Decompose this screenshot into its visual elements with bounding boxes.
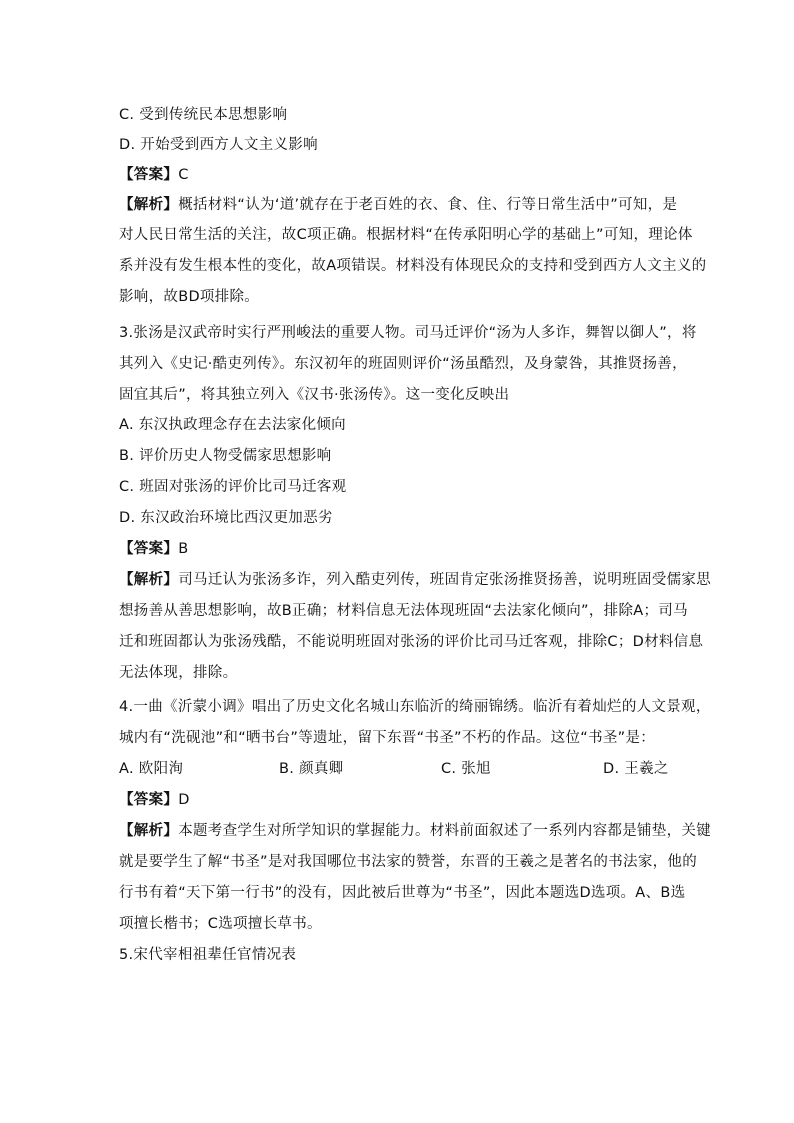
q3-answer bbox=[119, 539, 679, 559]
q4-analysis-line-4: 项擅长楷书；C选项擅长草书。 bbox=[119, 916, 322, 932]
answer-value: D bbox=[178, 792, 190, 808]
q2-analysis-line-2: 对人民日常生活的关注，故C项正确。根据材料“在传承阳明心学的基础上”可知，理论体 bbox=[119, 227, 693, 243]
q4-analysis-line-3: 行书有着“天下第一行书”的没有，因此被后世尊为“书圣”，因此本题选D选项。A、B选 bbox=[119, 885, 686, 901]
q4-option-d: D. 王羲之 bbox=[603, 761, 669, 777]
q3-analysis-line-4: 无法体现，排除。 bbox=[119, 665, 238, 681]
q4-analysis-line-2: 就是要学生了解“书圣”是对我国哪位书法家的赞誉，东晋的王羲之是著名的书法家，他的 bbox=[119, 854, 698, 870]
q3-option-a: A. 东汉执政理念存在去法家化倾向 bbox=[119, 417, 346, 433]
q4-option-b: B. 颜真卿 bbox=[279, 761, 344, 777]
q2-analysis-line-4: 影响，故BD项排除。 bbox=[119, 289, 260, 305]
q3-option-b: B. 评价历史人物受儒家思想影响 bbox=[119, 448, 332, 464]
q2-analysis-line-1 bbox=[119, 195, 679, 215]
q4-option-a: A. 欧阳洵 bbox=[119, 761, 184, 777]
analysis-label: 【解析】 bbox=[119, 572, 179, 588]
q4-stem-line-2: 城内有“洗砚池”和“晒书台”等遗址，留下东晋“书圣”不朽的作品。这位“书圣”是： bbox=[119, 730, 656, 746]
q4-stem-line-1: 4.一曲《沂蒙小调》唱出了历史文化名城山东临沂的绮丽锦绣。临沂有着灿烂的人文景观， bbox=[119, 699, 711, 715]
q5-stem: 5.宋代宰相祖辈任官情况表 bbox=[119, 947, 297, 963]
answer-label: 【答案】 bbox=[119, 541, 179, 557]
q3-analysis-line-1 bbox=[119, 570, 711, 590]
answer-label: 【答案】 bbox=[119, 167, 179, 183]
answer-value: B bbox=[178, 541, 189, 557]
q3-option-d: D. 东汉政治环境比西汉更加恶劣 bbox=[119, 510, 333, 526]
q3-option-c: C. 班固对张汤的评价比司马迁客观 bbox=[119, 479, 347, 495]
q3-stem-line-3: 固宜其后”，将其独立列入《汉书·张汤传》。这一变化反映出 bbox=[119, 387, 510, 403]
analysis-label: 【解析】 bbox=[119, 197, 179, 213]
q2-analysis-line-3: 系并没有发生根本性的变化，故A项错误。材料没有体现民众的支持和受到西方人文主义的 bbox=[119, 258, 707, 274]
q4-answer bbox=[119, 790, 679, 810]
q2-option-c: C. 受到传统民本思想影响 bbox=[119, 107, 288, 123]
answer-value: C bbox=[178, 167, 189, 183]
q2-option-d: D. 开始受到西方人文主义影响 bbox=[119, 137, 318, 153]
q3-stem-line-2: 其列入《史记·酷吏列传》。东汉初年的班固则评价“汤虽酷烈，及身蒙咎，其推贤扬善， bbox=[119, 356, 687, 372]
analysis-text: 司马迁认为张汤多诈，列入酷吏列传，班固肯定张汤推贤扬善，说明班固受儒家思 bbox=[178, 572, 711, 588]
q3-stem-line-1: 3.张汤是汉武帝时实行严刑峻法的重要人物。司马迁评价“汤为人多诈，舞智以御人”，将 bbox=[119, 325, 697, 341]
analysis-label: 【解析】 bbox=[119, 823, 179, 839]
q3-analysis-line-2: 想扬善从善思想影响，故B正确；材料信息无法体现班固“去法家化倾向”，排除A；司马 bbox=[119, 603, 688, 619]
q3-analysis-line-3: 迁和班固都认为张汤残酷，不能说明班固对张汤的评价比司马迁客观，排除C；D材料信息 bbox=[119, 634, 704, 650]
q4-analysis-line-1 bbox=[119, 821, 711, 841]
analysis-text: 概括材料“认为‘道’就存在于老百姓的衣、食、住、行等日常生活中”可知，是 bbox=[178, 197, 678, 213]
q4-option-c: C. 张旭 bbox=[441, 761, 491, 777]
analysis-text: 本题考查学生对所学知识的掌握能力。材料前面叙述了一系列内容都是铺垫，关键 bbox=[178, 823, 711, 839]
q2-answer bbox=[119, 165, 679, 185]
answer-label: 【答案】 bbox=[119, 792, 179, 808]
